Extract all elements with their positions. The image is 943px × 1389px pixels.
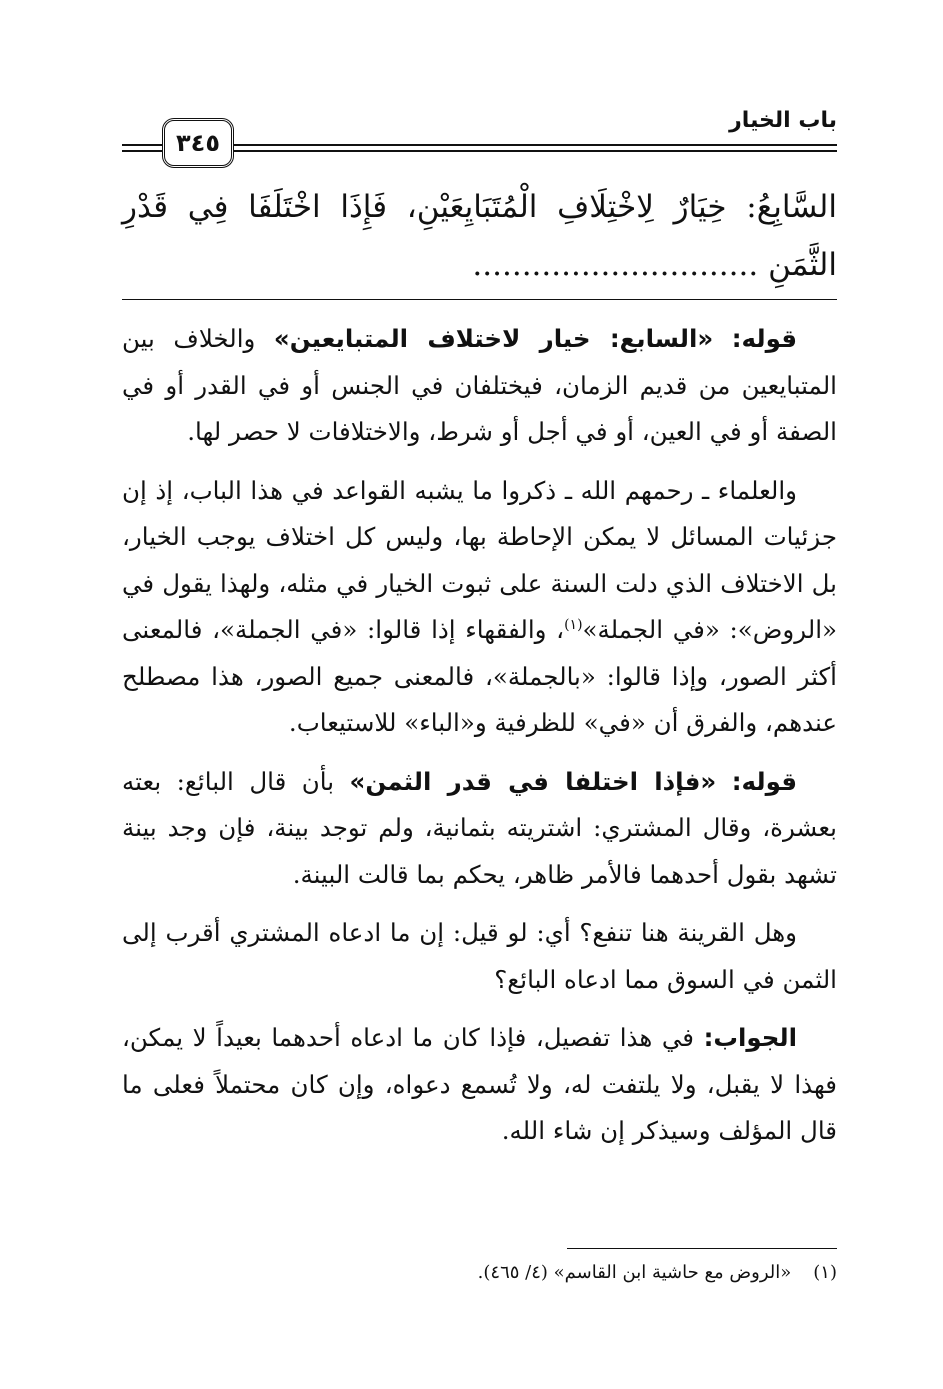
footnote — [122, 1258, 837, 1288]
lead-word: الجواب: — [703, 1023, 797, 1052]
footnote-divider — [567, 1248, 837, 1249]
paragraph-text: والعلماء ـ رحمهم الله ـ ذكروا ما يشبه القواعد في هذا الباب، إذ إن جزئيات المسائل لا يمكن الإحاطة بها، وليس كل اختلاف يوجب الخيار، بل الاختلاف الذي دلت السنة على ثبوت الخيار في مثله، ولهذا يقول في «الروض»: «في الجملة» — [122, 475, 837, 644]
matn-body: السَّابِعُ: خِيَارٌ لِاخْتِلَافِ الْمُتَبَايِعَيْنِ، فَإِذَا اخْتَلَفَا فِي قَدْرِ الثَّمَنِ — [122, 189, 837, 283]
paragraph-text: بأن قال البائع: بعته بعشرة، وقال المشتري: اشتريته بثمانية، ولم توجد بينة، فإن وجد بينة تشهد بقول أحدهما فالأمر ظاهر، يحكم بما قالت البينة. — [122, 766, 837, 889]
paragraph-3 — [122, 759, 837, 899]
paragraph-5 — [122, 1015, 837, 1155]
lead-word: قوله: — [731, 324, 797, 353]
footnote-reference[interactable]: (١) — [564, 616, 583, 633]
commentary — [122, 316, 837, 1167]
matn-divider — [122, 299, 837, 300]
footnote-number: (١) — [813, 1262, 837, 1283]
book-page — [122, 100, 837, 1360]
paragraph-text: ، والفقهاء إذا قالوا: «في الجملة»، فالمعنى أكثر الصور، وإذا قالوا: «بالجملة»، فالمعنى جميع الصور، هذا مصطلح عندهم، والفرق أن «في» للظرفية و«الباء» للاستيعاب. — [122, 615, 837, 737]
quoted-matn: «السابع: خيار لاختلاف المتبايعين» — [273, 324, 714, 353]
paragraph-text: في هذا تفصيل، فإذا كان ما ادعاه أحدهما بعيداً لا يمكن، فهذا لا يقبل، ولا يلتفت له، ولا تُسمع دعواه، وإن كان محتملاً فعلى ما قال المؤلف وسيذكر إن شاء الله. — [122, 1023, 837, 1145]
page-number: ٣٤٥ — [162, 118, 234, 168]
paragraph-text: وهل القرينة هنا تنفع؟ أي: لو قيل: إن ما ادعاه المشتري أقرب إلى الثمن في السوق مما ادعاه البائع؟ — [122, 918, 837, 994]
lead-word: قوله: — [731, 766, 797, 796]
paragraph-4 — [122, 910, 837, 1003]
quoted-matn: «فإذا اختلفا في قدر الثمن» — [349, 766, 717, 796]
matn-dots: ............................. — [472, 247, 759, 283]
page-header — [122, 100, 837, 164]
running-title: باب الخيار — [729, 108, 837, 133]
paragraph-text: والخلاف بين المتبايعين من قديم الزمان، فيختلفان في الجنس أو في القدر أو في الصفة أو في العين، أو في أجل أو شرط، والاختلافات لا حصر لها. — [122, 324, 837, 446]
paragraph-1 — [122, 316, 837, 456]
matn-text — [122, 178, 837, 294]
paragraph-2 — [122, 468, 837, 747]
footnote-text: «الروض مع حاشية ابن القاسم» (٤/ ٤٦٥). — [477, 1262, 792, 1283]
